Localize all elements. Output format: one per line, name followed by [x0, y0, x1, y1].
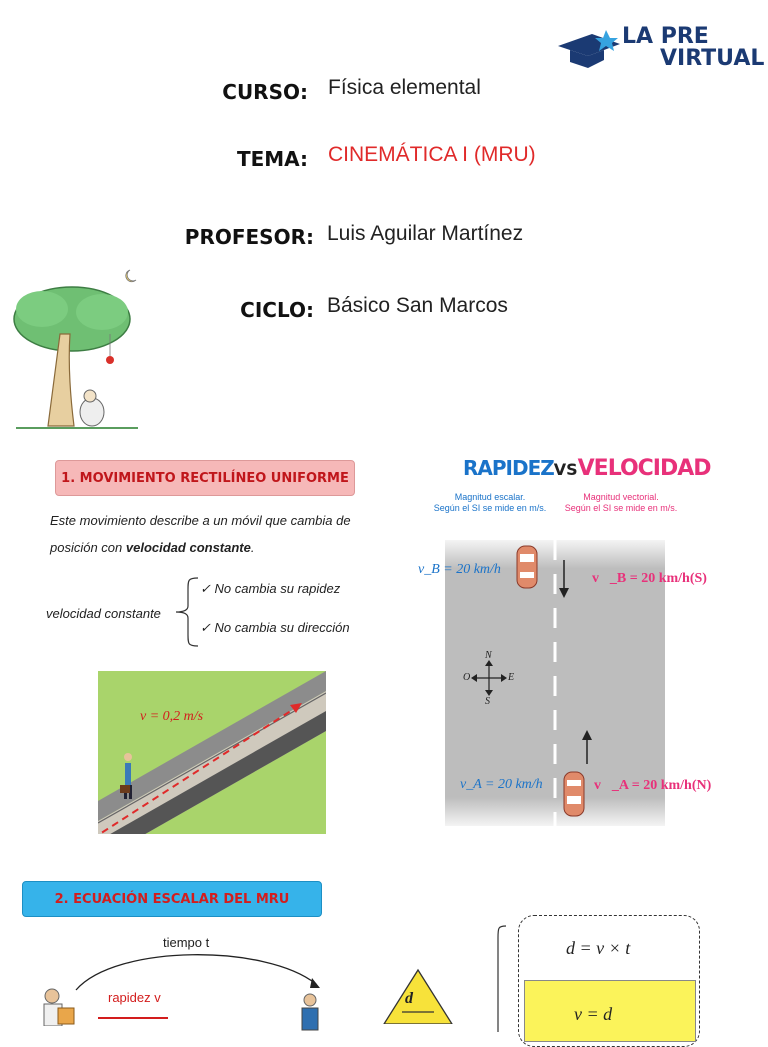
logo-line2: VIRTUAL [660, 46, 765, 71]
desc-line2-post: . [250, 540, 255, 555]
logo-line1: LA PRE [622, 24, 709, 49]
equation-2: v = d [574, 1004, 613, 1024]
compass-o: O [463, 672, 471, 683]
vs-word: VS [553, 460, 578, 479]
velocidad-sub-line1: Magnitud vectorial. [583, 492, 659, 502]
curso-label: CURSO: [222, 80, 308, 104]
section1-title: 1. MOVIMIENTO RECTILÍNEO UNIFORME [55, 460, 355, 496]
rapidez-vs-title [463, 456, 711, 481]
person-left-icon [38, 986, 78, 1026]
person-right-icon [296, 992, 326, 1032]
rapidez-word: RAPIDEZ [463, 456, 554, 480]
ciclo-label: CICLO: [240, 298, 314, 322]
car-b-icon [517, 546, 537, 588]
ciclo-value: Básico San Marcos [327, 294, 508, 317]
tema-label: TEMA: [236, 147, 308, 171]
dvt-triangle [382, 968, 454, 1024]
compass-n: N [485, 650, 492, 661]
rapidez-sub [420, 492, 560, 514]
va-scalar: v_A = 20 km/h [460, 777, 543, 792]
logo [556, 22, 766, 72]
compass-s: S [485, 696, 490, 707]
graduation-cap-icon [556, 26, 622, 70]
newton-tree-illustration [12, 264, 142, 434]
compass-e: E [508, 672, 515, 683]
rapidez-sub-line1: Magnitud escalar. [454, 492, 526, 502]
bullet1-text: No cambia su rapidez [214, 581, 341, 596]
curso-value: Física elemental [328, 76, 481, 99]
va-vector: v⃗_A = 20 km/h(N) [594, 778, 712, 793]
rapidez-label: rapidez v [108, 990, 161, 1005]
desc-line2-pre: posición con [50, 540, 126, 555]
velocidad-constante-label: velocidad constante [46, 606, 161, 621]
compass-icon [471, 660, 507, 696]
velocidad-sub [556, 492, 686, 514]
tema-value: CINEMÁTICA I (MRU) [328, 143, 536, 166]
vb-vector: v⃗_B = 20 km/h(S) [592, 571, 707, 586]
profesor-value: Luis Aguilar Martínez [327, 222, 524, 245]
bullet-direccion: ✓ No cambia su dirección [200, 620, 350, 635]
rapidez-sub-line2: Según el SI se mide en m/s. [433, 503, 547, 513]
velocidad-sub-line2: Según el SI se mide en m/s. [564, 503, 678, 513]
velocity-arrow [98, 1017, 168, 1019]
bullet2-text: No cambia su dirección [214, 620, 350, 635]
section1-desc-line2 [50, 540, 255, 555]
triangle-d: d [405, 990, 413, 1007]
brace-icon [172, 576, 202, 648]
equation-brace [488, 924, 510, 1034]
equation-1: d = v × t [566, 938, 631, 958]
section1-desc-line1: Este movimiento describe a un móvil que cambia de [50, 513, 351, 528]
bullet-rapidez: ✓ No cambia su rapidez [200, 581, 341, 596]
tiempo-label: tiempo t [160, 935, 212, 950]
vb-scalar: v_B = 20 km/h [418, 562, 501, 577]
profesor-label: PROFESOR: [184, 225, 314, 249]
escalator-illustration [98, 671, 326, 834]
velocidad-word: VELOCIDAD [577, 456, 711, 481]
section2-title: 2. ECUACIÓN ESCALAR DEL MRU [22, 881, 322, 917]
escalator-velocity: v = 0,2 m/s [140, 709, 204, 724]
car-a-icon [564, 772, 584, 816]
desc-line2-bold: velocidad constante [125, 540, 251, 555]
